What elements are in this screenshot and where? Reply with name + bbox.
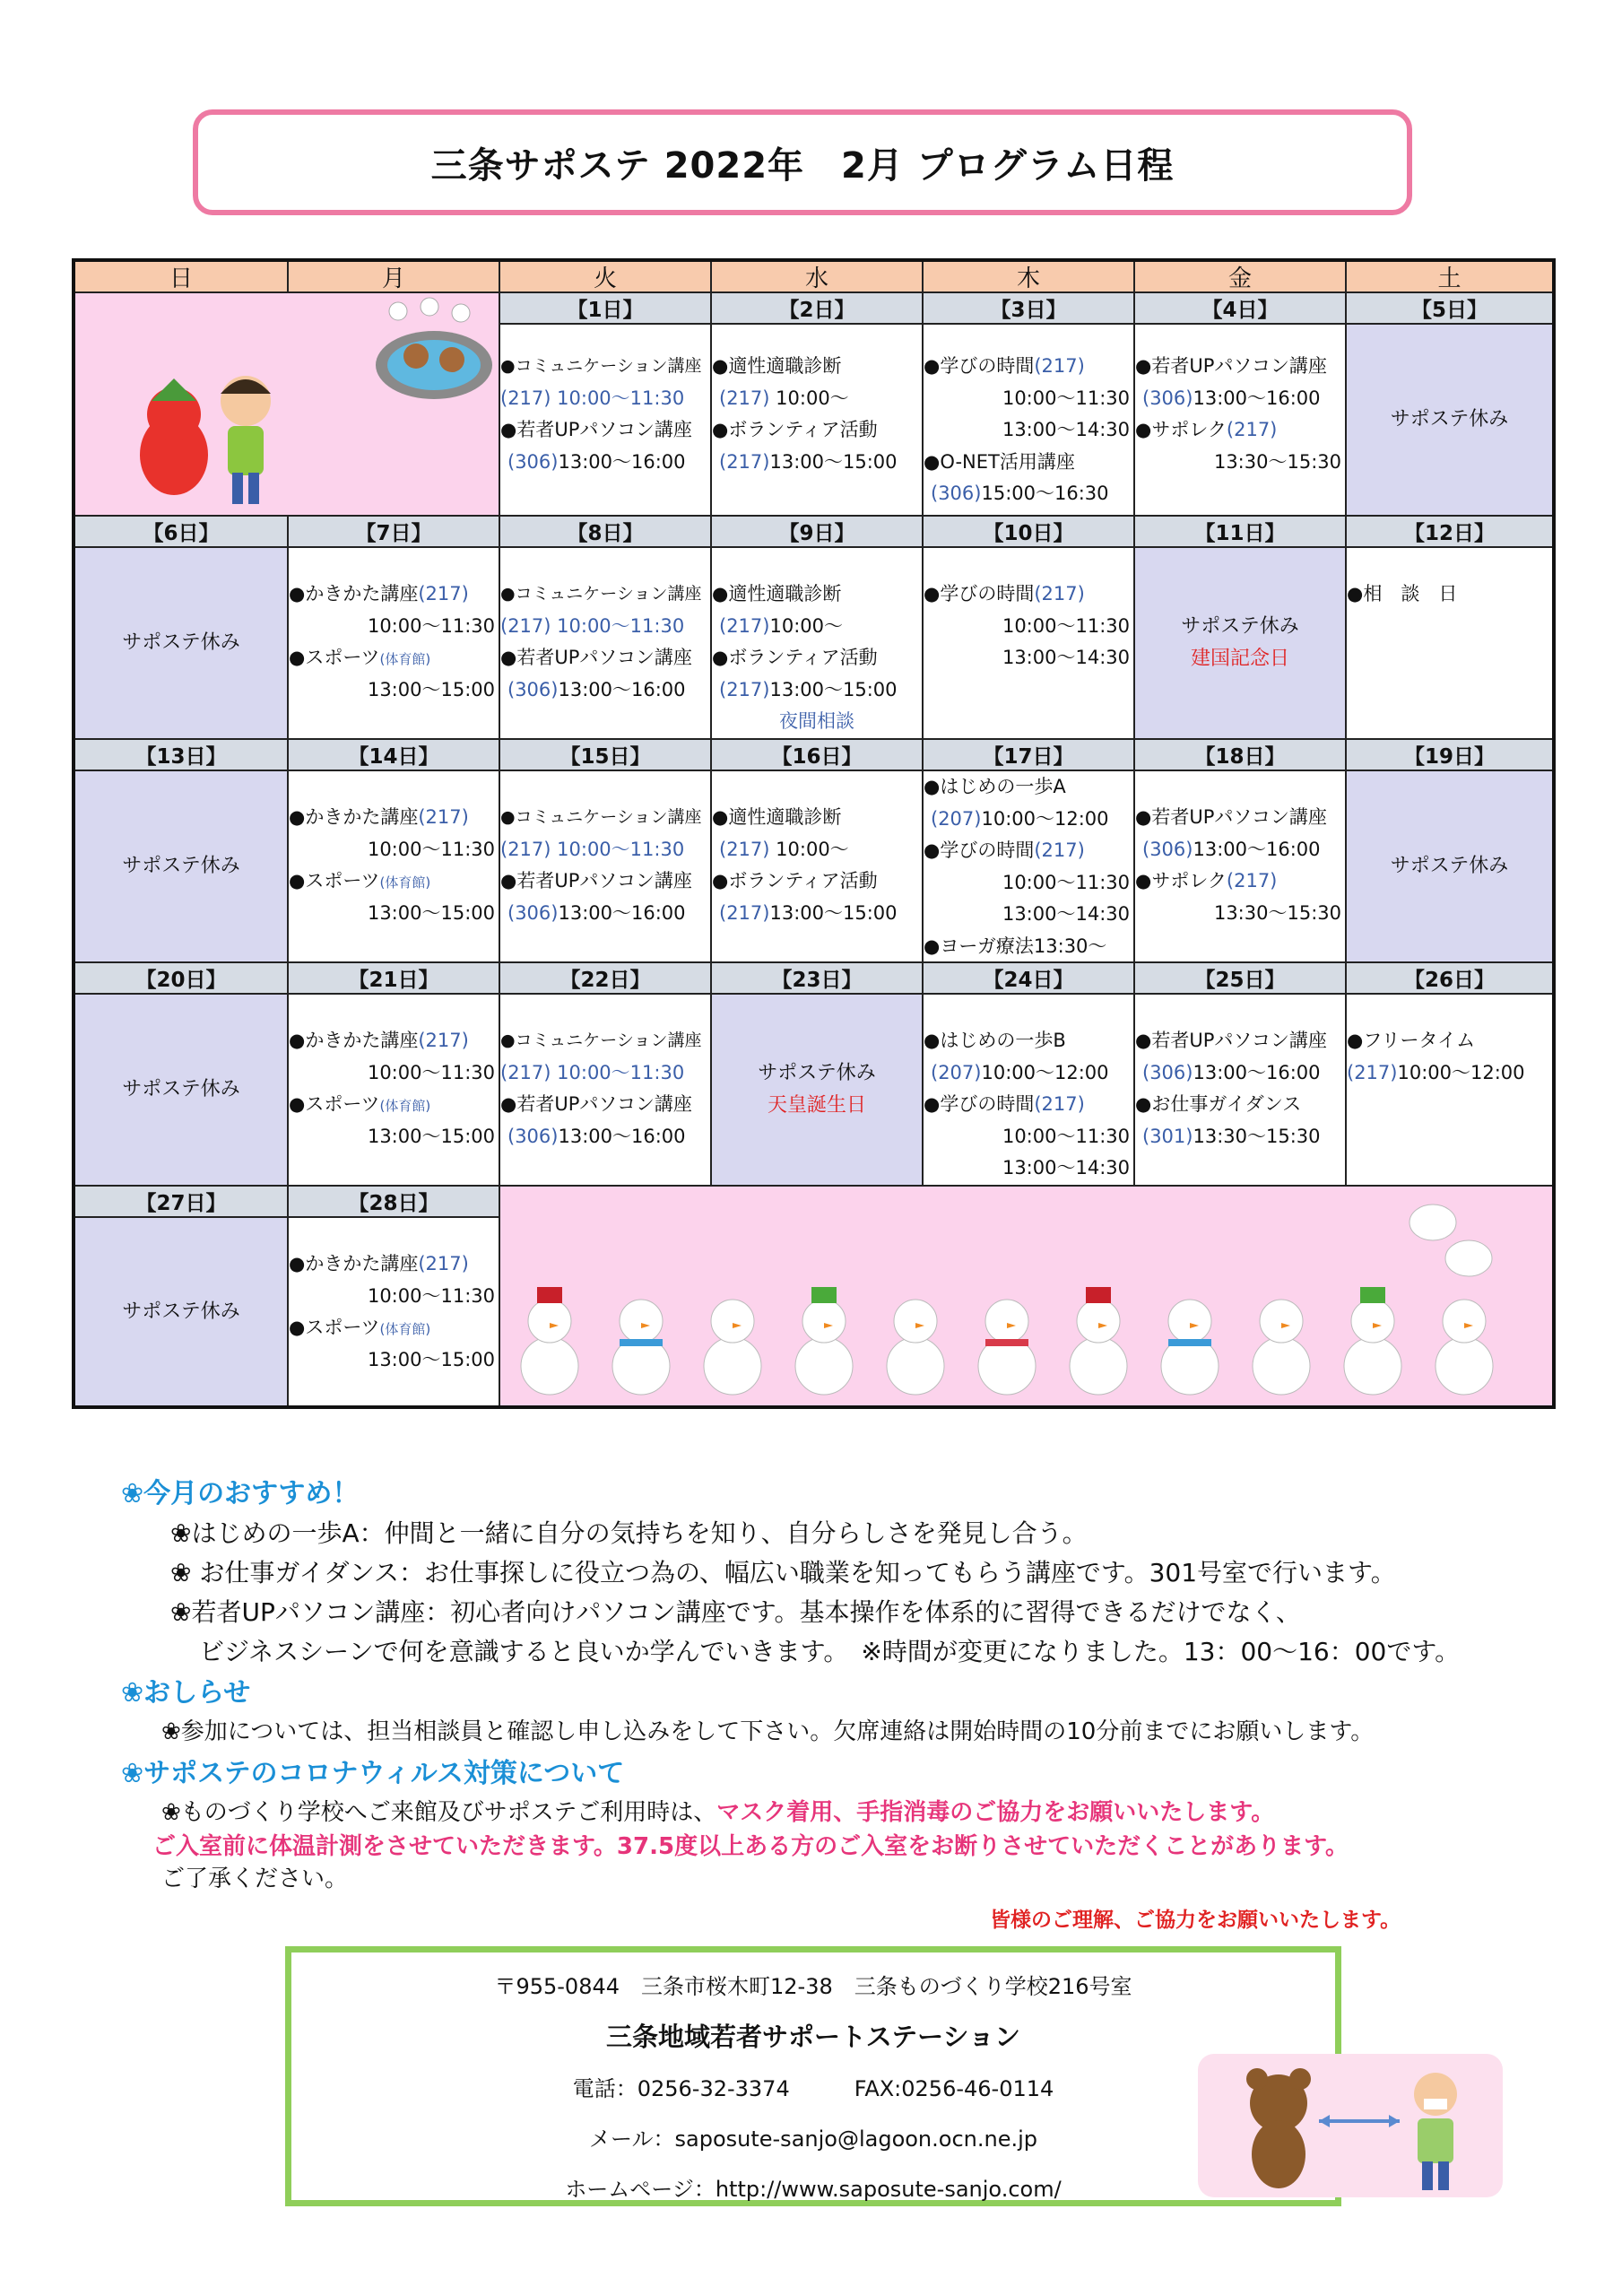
event-name: ●適性適職診断: [712, 583, 842, 604]
day-header-wed: 水: [712, 262, 924, 293]
calendar-table: [72, 258, 1556, 1409]
event-room: (217): [1226, 419, 1278, 440]
event-time: 13:00～15:00: [367, 1125, 495, 1147]
event-room: (306): [931, 483, 982, 504]
date-10: 【10日】: [924, 517, 1135, 548]
event-name: ●スポーツ: [289, 1093, 380, 1115]
event-night-consult: 夜間相談: [779, 710, 854, 732]
event-time: 10:00～: [776, 838, 849, 860]
cell-27: [75, 1218, 289, 1405]
event-name: ●若者UPパソコン講座: [500, 1093, 692, 1115]
closed-label: サポステ休み: [758, 1062, 876, 1084]
covid-emphasis: マスク着用、手指消毒のご協力をお願いいたします。: [716, 1799, 1275, 1826]
day-header-sun: 日: [75, 262, 289, 293]
date-3: 【3日】: [924, 293, 1135, 325]
cell-24: [924, 995, 1135, 1187]
event-name: ●若者UPパソコン講座: [500, 870, 692, 891]
event-room: (217): [418, 1030, 469, 1051]
illustration-snowmen: [500, 1187, 1552, 1405]
event-time: 10:00～12:00: [981, 1061, 1109, 1083]
event-time: 13:00～16:00: [1193, 1061, 1321, 1083]
event-room: (217): [1034, 355, 1085, 377]
event-room: (217): [719, 450, 770, 473]
event-time: 10:00～12:00: [1397, 1061, 1525, 1083]
event-name: ●スポーツ: [289, 1317, 380, 1338]
event-time: 13:00～16:00: [1193, 838, 1321, 860]
event-name: ●学びの時間: [924, 355, 1035, 377]
cell-16: [712, 771, 924, 963]
date-2: 【2日】: [712, 293, 924, 325]
date-24: 【24日】: [924, 963, 1135, 995]
email-text: メール：saposute-sanjo@lagoon.ocn.ne.jp: [588, 2126, 1038, 2152]
event-time: 13:00～16:00: [558, 901, 686, 924]
date-23: 【23日】: [712, 963, 924, 995]
cell-28: [289, 1218, 500, 1405]
cell-18: [1135, 771, 1347, 963]
event-name: ●適性適職診断: [712, 355, 842, 377]
snowman-icon: [1344, 1287, 1401, 1395]
phone-fax-text: 電話：0256-32-3374 FAX:0256-46-0114: [572, 2076, 1054, 2101]
date-14: 【14日】: [289, 740, 500, 771]
event-room: (217): [719, 838, 770, 860]
date-25: 【25日】: [1135, 963, 1347, 995]
event-room: (217): [418, 583, 469, 604]
bear-distance-icon: [1198, 2054, 1503, 2197]
title-box: [193, 109, 1412, 215]
section-notice-title: ❀おしらせ: [121, 1677, 251, 1709]
covid-line-1: [161, 1794, 1274, 1827]
event-time: 13:30～15:30: [1213, 450, 1341, 473]
recommend-3: ❀若者UPパソコン講座：初心者向けパソコン講座です。基本操作を体系的に習得できるだけでなく、: [170, 1597, 1301, 1627]
snowman-icon: [704, 1300, 761, 1395]
illustration-oni-onsen: [75, 293, 500, 517]
snowman-icon: [1070, 1287, 1127, 1395]
event-time: (217) 10:00～11:30: [500, 1061, 685, 1083]
snowman-icon: [1253, 1300, 1310, 1395]
day-header-mon: 月: [289, 262, 500, 293]
cell-10: [924, 548, 1135, 740]
snowman-icon: [795, 1287, 853, 1395]
event-name: ●適性適職診断: [712, 806, 842, 828]
event-name: ●若者UPパソコン講座: [500, 647, 692, 668]
event-room: (217): [1347, 1061, 1398, 1083]
event-time: 10:00～11:30: [367, 838, 495, 860]
holiday-label: 建国記念日: [1190, 648, 1289, 670]
homepage-text: ホームページ：http://www.saposute-sanjo.com/: [565, 2177, 1062, 2202]
date-16: 【16日】: [712, 740, 924, 771]
event-time: 13:00～14:30: [1002, 1157, 1130, 1178]
event-name: ●O-NET活用講座: [924, 450, 1075, 473]
cell-6: [75, 548, 289, 740]
event-name: ●学びの時間: [924, 583, 1035, 604]
snow-rabbit-icon: [1409, 1205, 1456, 1240]
date-20: 【20日】: [75, 963, 289, 995]
closed-label: サポステ休み: [122, 631, 240, 654]
event-name: ●ヨーガ療法13:30～: [924, 935, 1107, 957]
event-time: 10:00～11:30: [1002, 1125, 1130, 1147]
cell-11: [1135, 548, 1347, 740]
cell-4: [1135, 325, 1347, 517]
event-room: (217): [719, 387, 770, 409]
event-place: (体育館): [379, 651, 431, 667]
closed-label: サポステ休み: [122, 1078, 240, 1100]
notice-text: ❀参加については、担当相談員と確認し申し込みをして下さい。欠席連絡は開始時間の10分前までにお願いします。: [161, 1718, 1375, 1745]
page-title: 三条サポステ 2022年 2月 プログラム日程: [430, 144, 1175, 187]
date-18: 【18日】: [1135, 740, 1347, 771]
recommend-4: ビジネスシーンで何を意識すると良いか学んでいきます。 ※時間が変更になりました。13：00～16：00です。: [199, 1637, 1461, 1666]
event-name: ●コミュニケーション講座: [500, 807, 702, 827]
day-header-fri: 金: [1135, 262, 1347, 293]
section-recommend-title: ❀今月のおすすめ！: [121, 1478, 360, 1509]
event-name: ●かきかた講座: [289, 583, 419, 604]
event-room: (306): [1142, 1061, 1193, 1083]
date-26: 【26日】: [1347, 963, 1552, 995]
event-room: (217): [1034, 1093, 1085, 1115]
event-room: (207): [931, 807, 982, 830]
event-time: 13:00～16:00: [558, 1125, 686, 1147]
closed-label: サポステ休み: [122, 855, 240, 877]
date-27: 【27日】: [75, 1187, 289, 1218]
event-time: 13:00～15:00: [769, 901, 898, 924]
event-time: 13:00～15:00: [367, 1348, 495, 1370]
cell-9: [712, 548, 924, 740]
event-time: 10:00～11:30: [1002, 387, 1130, 409]
event-name: ●若者UPパソコン講座: [1135, 1030, 1327, 1051]
event-time: 13:00～14:30: [1002, 419, 1130, 440]
closed-label: サポステ休み: [1390, 855, 1509, 877]
event-name: ●サポレク: [1135, 870, 1227, 891]
event-time: (217) 10:00～11:30: [500, 838, 685, 860]
oni-illustration-icon: [75, 293, 497, 513]
cell-19: [1347, 771, 1552, 963]
recommend-2: ❀ お仕事ガイダンス：お仕事探しに役立つ為の、幅広い職業を知ってもらう講座です。301号室で行います。: [170, 1558, 1396, 1587]
event-place: (体育館): [379, 1098, 431, 1114]
cell-22: [500, 995, 712, 1187]
cell-1: [500, 325, 712, 517]
date-5: 【5日】: [1347, 293, 1552, 325]
cell-8: [500, 548, 712, 740]
event-time: 13:00～14:30: [1002, 647, 1130, 668]
covid-text: ❀ものづくり学校へご来館及びサポステご利用時は、: [161, 1799, 717, 1826]
cell-20: [75, 995, 289, 1187]
event-name: ●若者UPパソコン講座: [1135, 355, 1327, 377]
cell-25: [1135, 995, 1347, 1187]
snowman-icon: [887, 1300, 944, 1395]
event-room: (217): [418, 806, 469, 828]
event-time: 13:00～15:00: [367, 901, 495, 924]
event-time: 13:00～16:00: [558, 678, 686, 700]
event-room: (306): [507, 901, 559, 924]
cell-2: [712, 325, 924, 517]
snow-rabbit-icon: [1445, 1240, 1492, 1276]
event-name: ●はじめの一歩B: [924, 1030, 1066, 1051]
cell-17: [924, 771, 1135, 963]
distancing-illustration: [1198, 2054, 1503, 2197]
event-room: (217): [719, 678, 770, 700]
cell-7: [289, 548, 500, 740]
event-room: (217): [1034, 583, 1085, 604]
snowman-icon: [1161, 1300, 1219, 1395]
snowman-icon: [1436, 1300, 1493, 1395]
event-time: 13:00～16:00: [1193, 387, 1321, 409]
date-15: 【15日】: [500, 740, 712, 771]
event-name: ●お仕事ガイダンス: [1135, 1093, 1302, 1115]
cell-26: [1347, 995, 1552, 1187]
organization-name: 三条地域若者サポートステーション: [606, 2022, 1020, 2052]
event-name: ●コミュニケーション講座: [500, 584, 702, 604]
event-place: (体育館): [379, 1321, 431, 1337]
event-name: ●相 談 日: [1347, 583, 1458, 604]
event-room: (306): [1142, 838, 1193, 860]
event-time: 10:00～11:30: [1002, 871, 1130, 893]
event-name: ●学びの時間: [924, 1093, 1035, 1115]
event-time: 10:00～11:30: [1002, 614, 1130, 637]
event-name: ●スポーツ: [289, 870, 380, 891]
event-name: ●若者UPパソコン講座: [1135, 806, 1327, 828]
event-room: (306): [1142, 387, 1193, 409]
date-8: 【8日】: [500, 517, 712, 548]
event-room: (306): [507, 678, 559, 700]
cell-13: [75, 771, 289, 963]
event-room: (306): [507, 450, 559, 473]
snowman-icon: [978, 1300, 1036, 1395]
event-name: ●サポレク: [1135, 419, 1227, 440]
event-name: ●かきかた講座: [289, 1253, 419, 1274]
closed-label: サポステ休み: [122, 1300, 240, 1323]
event-time: (217) 10:00～11:30: [500, 614, 685, 637]
closed-label: サポステ休み: [1390, 408, 1509, 430]
event-time: 13:00～16:00: [558, 450, 686, 473]
cell-5: [1347, 325, 1552, 517]
date-21: 【21日】: [289, 963, 500, 995]
event-name: ●はじめの一歩A: [924, 776, 1066, 797]
cell-15: [500, 771, 712, 963]
event-time: 13:00～15:00: [367, 678, 495, 700]
snowman-icon: [521, 1287, 578, 1395]
date-13: 【13日】: [75, 740, 289, 771]
date-28: 【28日】: [289, 1187, 500, 1218]
date-6: 【6日】: [75, 517, 289, 548]
date-12: 【12日】: [1347, 517, 1552, 548]
closed-label: サポステ休み: [1181, 615, 1299, 638]
date-7: 【7日】: [289, 517, 500, 548]
event-name: ●フリータイム: [1347, 1030, 1476, 1051]
day-header-sat: 土: [1347, 262, 1552, 293]
event-name: ●学びの時間: [924, 839, 1035, 861]
event-time: 13:30～15:30: [1213, 901, 1341, 924]
date-11: 【11日】: [1135, 517, 1347, 548]
event-room: (217): [1226, 870, 1278, 891]
thanks-text: 皆様のご理解、ご協力をお願いいたします。: [990, 1909, 1401, 1932]
event-name: ●スポーツ: [289, 647, 380, 668]
date-4: 【4日】: [1135, 293, 1347, 325]
snowman-icon: [612, 1300, 670, 1395]
event-name: ●ボランティア活動: [712, 419, 878, 440]
holiday-label: 天皇誕生日: [767, 1094, 866, 1117]
event-name: ●若者UPパソコン講座: [500, 419, 692, 440]
event-time: 13:00～14:30: [1002, 903, 1130, 925]
day-header-thu: 木: [924, 262, 1135, 293]
event-time: (217) 10:00～11:30: [500, 387, 685, 409]
event-room: (217): [1034, 839, 1085, 861]
event-room: (306): [507, 1125, 559, 1147]
event-room: (207): [931, 1061, 982, 1083]
event-room: (217): [719, 614, 770, 637]
event-time: 10:00～: [776, 387, 849, 409]
cell-3: [924, 325, 1135, 517]
event-room: (217): [418, 1253, 469, 1274]
address-text: 〒955-0844 三条市桜木町12-38 三条ものづくり学校216号室: [494, 1974, 1132, 1999]
event-time: 15:00～16:30: [981, 483, 1109, 504]
event-name: ●ボランティア活動: [712, 647, 878, 668]
event-room: (217): [719, 901, 770, 924]
event-name: ●ボランティア活動: [712, 870, 878, 891]
section-covid-title: ❀サポステのコロナウィルス対策について: [121, 1758, 625, 1789]
date-9: 【9日】: [712, 517, 924, 548]
event-time: 10:00～12:00: [981, 807, 1109, 830]
event-time: 10:00～11:30: [367, 1061, 495, 1083]
cell-21: [289, 995, 500, 1187]
day-header-tue: 火: [500, 262, 712, 293]
event-name: ●かきかた講座: [289, 806, 419, 828]
event-time: 10:00～11:30: [367, 614, 495, 637]
event-time: 10:00～11:30: [367, 1284, 495, 1307]
event-time: 13:30～15:30: [1193, 1125, 1321, 1147]
date-1: 【1日】: [500, 293, 712, 325]
date-22: 【22日】: [500, 963, 712, 995]
event-time: 13:00～15:00: [769, 678, 898, 700]
event-time: 10:00～: [769, 614, 843, 637]
recommend-1: ❀はじめの一歩A：仲間と一緒に自分の気持ちを知り、自分らしさを発見し合う。: [170, 1518, 1088, 1548]
cell-23: [712, 995, 924, 1187]
event-room: (301): [1142, 1125, 1193, 1147]
event-place: (体育館): [379, 874, 431, 891]
event-name: ●コミュニケーション講座: [500, 356, 702, 376]
cell-12: [1347, 548, 1552, 740]
date-19: 【19日】: [1347, 740, 1552, 771]
covid-line-2: ご入室前に体温計測をさせていただきます。37.5度以上ある方のご入室をお断りさせていただくことがあります。: [152, 1833, 1349, 1860]
event-time: 13:00～15:00: [769, 450, 898, 473]
date-17: 【17日】: [924, 740, 1135, 771]
cell-14: [289, 771, 500, 963]
contact-box: [285, 1946, 1341, 2206]
event-name: ●コミュニケーション講座: [500, 1031, 702, 1050]
event-name: ●かきかた講座: [289, 1030, 419, 1051]
snowmen-illustration-icon: [500, 1187, 1549, 1405]
covid-line-3: ご了承ください。: [161, 1866, 349, 1892]
